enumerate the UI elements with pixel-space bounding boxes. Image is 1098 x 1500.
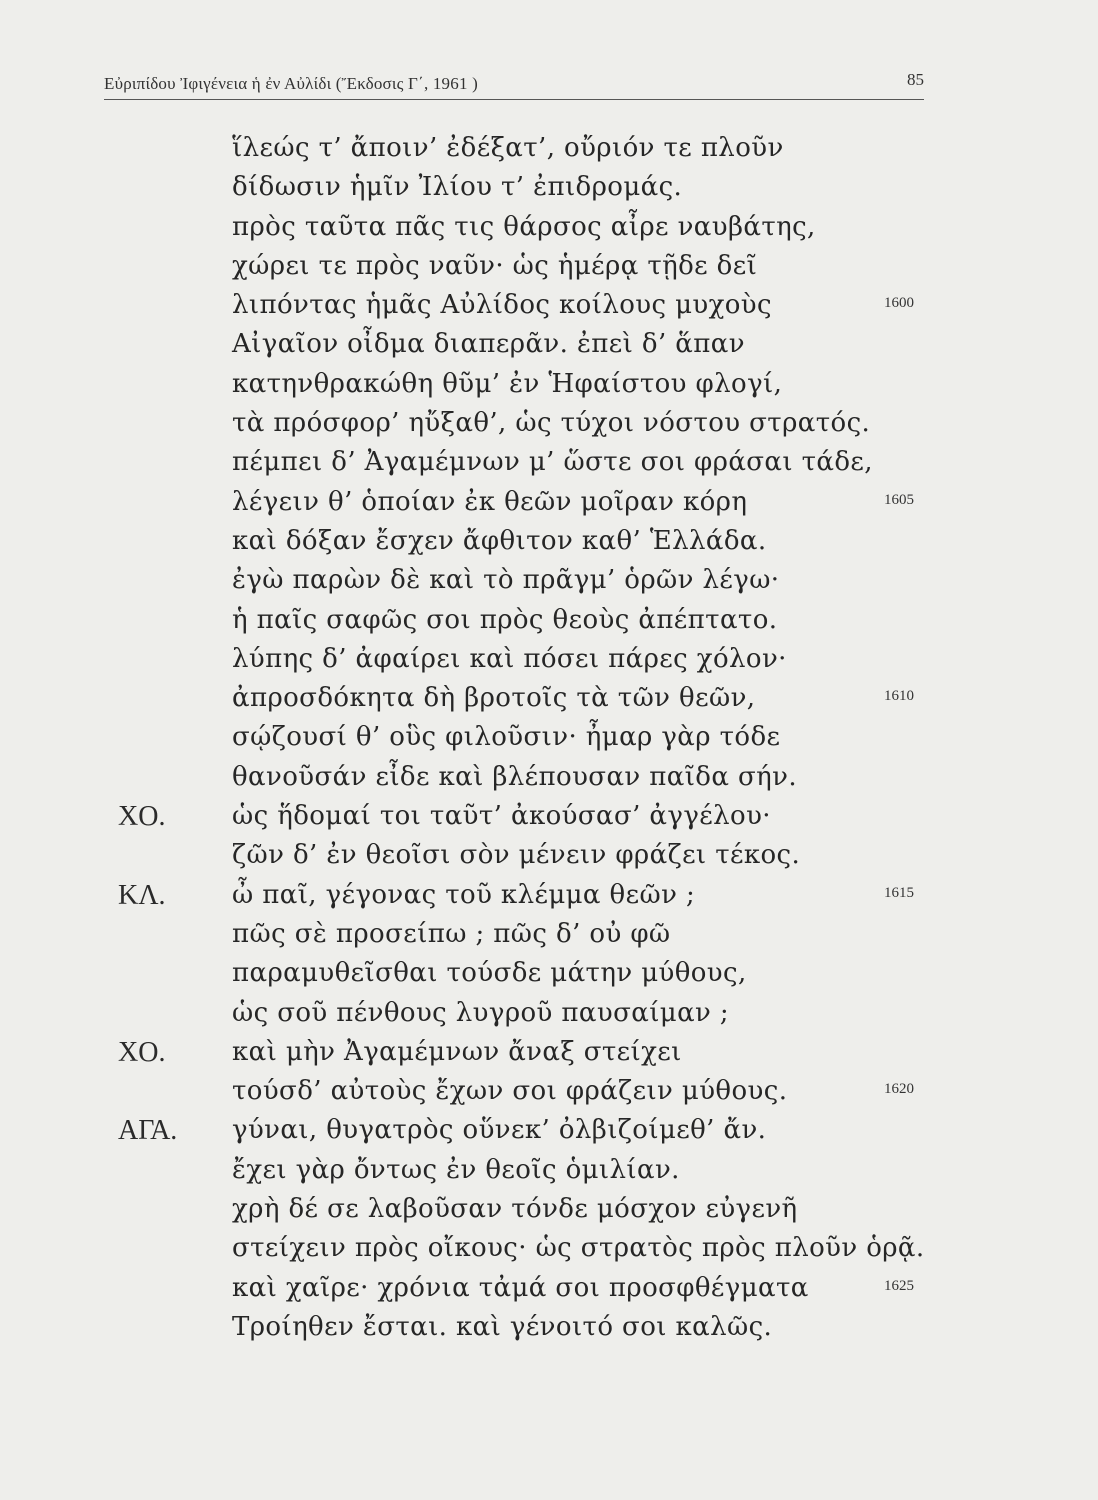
verse-line-text: χώρει τε πρὸς ναῦν· ὡς ἡμέρᾳ τῇδε δεῖ [232, 250, 758, 281]
verse-line [0, 1309, 1098, 1348]
line-number: 1620 [884, 1081, 914, 1098]
verse-line-text: Τροίηθεν ἔσται. καὶ γένοιτό σοι καλῶς. [232, 1311, 773, 1342]
verse-line-text: ἀπροσδόκητα δὴ βροτοῖς τὰ τῶν θεῶν, [232, 683, 756, 714]
verse-line-text: Αἰγαῖον οἶδμα διαπερᾶν. ἐπεὶ δ’ ἅπαν [232, 329, 745, 360]
verse-line [0, 719, 1098, 758]
running-title: Εὐριπίδου Ἰφιγένεια ἡ ἐν Αὐλίδι (Ἔκδοσις Γ΄, 1961 ) [104, 74, 478, 93]
verse-line [0, 562, 1098, 601]
verse-line [0, 602, 1098, 641]
verse-line-text: πέμπει δ’ Ἀγαμέμνων μ’ ὥστε σοι φράσαι τάδε, [232, 447, 873, 478]
verse-line-text: χρὴ δέ σε λαβοῦσαν τόνδε μόσχον εὐγενῆ [232, 1194, 798, 1225]
verse-line-text: δίδωσιν ἡμῖν Ἰλίου τ’ ἐπιδρομάς. [232, 172, 683, 203]
line-number: 1615 [884, 884, 914, 901]
verse-line-text: καὶ χαῖρε· χρόνια τἀμά σοι προσφθέγματα [232, 1272, 809, 1303]
verse-line [0, 523, 1098, 562]
verse-line-text: λέγειν θ’ ὁποίαν ἐκ θεῶν μοῖραν κόρη [232, 486, 748, 517]
verse-line-text: κατηνθρακώθη θῦμ’ ἐν Ἡφαίστου φλογί, [232, 368, 783, 399]
verse-line [0, 287, 1098, 326]
running-header [104, 70, 924, 106]
verse-line-text: σῴζουσί θ’ οὓς φιλοῦσιν· ἦμαρ γὰρ τόδε [232, 722, 781, 753]
verse-line-text: θανοῦσάν εἶδε καὶ βλέπουσαν παῖδα σήν. [232, 761, 797, 792]
verse-line [0, 877, 1098, 916]
verse-line [0, 1230, 1098, 1269]
verse-line-text: τούσδ’ αὐτοὺς ἔχων σοι φράζειν μύθους. [232, 1076, 788, 1107]
verse-line-text: γύναι, θυγατρὸς οὕνεκ’ ὀλβιζοίμεθ’ ἄν. [232, 1115, 767, 1146]
verse-line [0, 995, 1098, 1034]
verse-line [0, 248, 1098, 287]
verse-line-text: πρὸς ταῦτα πᾶς τις θάρσος αἶρε ναυβάτης, [232, 211, 816, 242]
verse-line-text: ὡς σοῦ πένθους λυγροῦ παυσαίμαν ; [232, 997, 730, 1028]
verse-line [0, 444, 1098, 483]
verse-line [0, 1073, 1098, 1112]
speaker-label: ΚΛ. [118, 879, 166, 911]
verse-line-text: καὶ δόξαν ἔσχεν ἄφθιτον καθ’ Ἑλλάδα. [232, 525, 767, 556]
verse-line [0, 837, 1098, 876]
verse-line [0, 209, 1098, 248]
speaker-label: ΑΓΑ. [118, 1115, 178, 1147]
verse-line [0, 1034, 1098, 1073]
verse-line [0, 1191, 1098, 1230]
verse-line [0, 641, 1098, 680]
verse-line-text: λιπόντας ἡμᾶς Αὐλίδος κοίλους μυχοὺς [232, 290, 772, 321]
verse-line-text: ἡ παῖς σαφῶς σοι πρὸς θεοὺς ἀπέπτατο. [232, 604, 778, 635]
verse-line [0, 680, 1098, 719]
header-rule [104, 99, 924, 100]
verse-line [0, 916, 1098, 955]
verse-line [0, 955, 1098, 994]
line-number: 1605 [884, 491, 914, 508]
verse-line [0, 1270, 1098, 1309]
verse-line-text: ζῶν δ’ ἐν θεοῖσι σὸν μένειν φράζει τέκος. [232, 840, 801, 871]
verse-line-text: ἔχει γὰρ ὄντως ἐν θεοῖς ὁμιλίαν. [232, 1154, 680, 1185]
line-number: 1610 [884, 688, 914, 705]
verse-line-text: ὦ παῖ, γέγονας τοῦ κλέμμα θεῶν ; [232, 879, 696, 910]
page-number: 85 [907, 70, 924, 89]
speaker-label: ΧΟ. [118, 801, 166, 833]
verse-line-text: ἵλεώς τ’ ἄποιν’ ἐδέξατ’, οὔριόν τε πλοῦν [232, 133, 784, 163]
verse-line-text: ὡς ἥδομαί τοι ταῦτ’ ἀκούσασ’ ἀγγέλου· [232, 801, 771, 832]
line-number: 1600 [884, 295, 914, 312]
verse-line [0, 326, 1098, 365]
verse-line-text: πῶς σὲ προσείπω ; πῶς δ’ οὐ φῶ [232, 918, 671, 949]
verse-line [0, 1112, 1098, 1151]
verse-line [0, 1152, 1098, 1191]
line-number: 1625 [884, 1277, 914, 1294]
verse-line [0, 798, 1098, 837]
speaker-label: ΧΟ. [118, 1036, 166, 1068]
verse-line-text: λύπης δ’ ἀφαίρει καὶ πόσει πάρες χόλον· [232, 643, 787, 674]
verse-line [0, 405, 1098, 444]
verse-line [0, 366, 1098, 405]
verse-line-text: στείχειν πρὸς οἴκους· ὡς στρατὸς πρὸς πλοῦν ὁρᾷ. [232, 1233, 925, 1264]
verse-line [0, 759, 1098, 798]
verse-line-text: τὰ πρόσφορ’ ηὔξαθ’, ὡς τύχοι νόστου στρατός. [232, 408, 871, 439]
verse-line-text: ἐγὼ παρὼν δὲ καὶ τὸ πρᾶγμ’ ὁρῶν λέγω· [232, 565, 780, 596]
verse-text [0, 130, 1098, 1348]
verse-line [0, 484, 1098, 523]
verse-line-text: καὶ μὴν Ἀγαμέμνων ἄναξ στείχει [232, 1036, 682, 1067]
verse-line [0, 130, 1098, 169]
verse-line [0, 169, 1098, 208]
verse-line-text: παραμυθεῖσθαι τούσδε μάτην μύθους, [232, 958, 747, 989]
